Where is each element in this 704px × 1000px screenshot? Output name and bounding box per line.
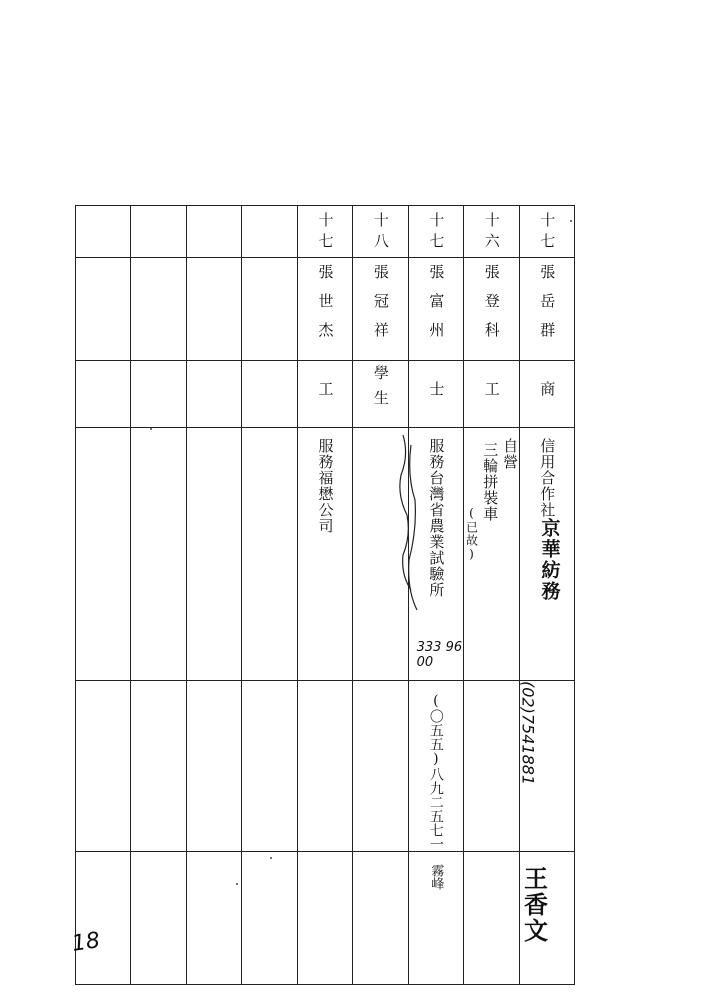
occupation-text: 工	[482, 381, 501, 406]
empty-cell	[186, 852, 241, 985]
empty-cell	[76, 428, 131, 681]
empty-cell	[242, 361, 297, 428]
workplace-pair	[464, 428, 518, 562]
empty-cell	[242, 258, 297, 361]
occupation-cell-3	[408, 361, 463, 428]
workplace-text: 服務台灣省農業試驗所	[427, 438, 446, 598]
note-cell-2	[464, 852, 519, 985]
phone-cell-3	[408, 681, 463, 852]
empty-cell	[76, 258, 131, 361]
workplace-cell-5	[297, 428, 352, 681]
empty-cell	[186, 258, 241, 361]
phone-cell-4	[353, 681, 408, 852]
empty-cell	[242, 681, 297, 852]
note-text: 霧峰	[428, 864, 444, 890]
age-cell-5	[297, 206, 352, 258]
name-text: 張岳群	[538, 264, 557, 351]
handwritten-signature: 王香文	[519, 866, 548, 944]
scan-speck	[570, 220, 572, 222]
note-cell-5	[297, 852, 352, 985]
name-cell-3	[408, 258, 463, 361]
empty-cell	[131, 428, 186, 681]
name-cell-5	[297, 258, 352, 361]
roster-table	[75, 205, 575, 985]
workplace-cell-2	[464, 428, 519, 681]
name-text: 張冠祥	[371, 264, 390, 351]
phone-text: (〇五五)八九二五七一	[427, 693, 444, 851]
note-cell-4	[353, 852, 408, 985]
empty-cell	[242, 852, 297, 985]
name-cell-4	[353, 258, 408, 361]
age-text: 十七	[427, 212, 446, 254]
workplace-text-b: 三輪拼裝車	[481, 442, 500, 522]
name-text: 張世杰	[316, 264, 335, 351]
empty-cell	[242, 206, 297, 258]
occupation-text: 學生	[371, 365, 390, 415]
workplace-suffix: (已故)	[464, 506, 479, 562]
phone-cell-2	[464, 681, 519, 852]
occupation-text: 商	[538, 381, 557, 406]
note-cell-1	[519, 852, 575, 985]
empty-cell	[131, 206, 186, 258]
handwritten-note: 333 96 00	[416, 640, 463, 670]
occupation-cell-1	[519, 361, 575, 428]
workplace-text-a: 自營	[501, 438, 520, 470]
phone-cell-5	[297, 681, 352, 852]
age-cell-3	[408, 206, 463, 258]
empty-cell	[76, 852, 131, 985]
age-cell-2	[464, 206, 519, 258]
scan-speck	[150, 428, 152, 430]
empty-cell	[242, 428, 297, 681]
empty-cell	[76, 206, 131, 258]
empty-cell	[131, 361, 186, 428]
note-cell-3	[408, 852, 463, 985]
scan-speck	[236, 883, 238, 885]
occupation-cell-2	[464, 361, 519, 428]
empty-cell	[186, 206, 241, 258]
occupation-text: 士	[427, 381, 446, 406]
empty-cell	[186, 428, 241, 681]
age-cell-1	[519, 206, 575, 258]
empty-cell	[131, 681, 186, 852]
age-text: 十七	[316, 212, 335, 254]
age-cell-4	[353, 206, 408, 258]
handwritten-note: 京華紡務	[538, 518, 561, 602]
handwritten-phone: (02)7541881	[518, 681, 538, 786]
phone-cell-1	[519, 681, 575, 852]
empty-cell	[131, 852, 186, 985]
age-text: 十八	[371, 212, 390, 254]
workplace-text: 信用合作社	[538, 438, 557, 518]
age-text: 十六	[482, 212, 501, 254]
page-number: 18	[70, 928, 102, 957]
name-text: 張富州	[427, 264, 446, 351]
empty-cell	[186, 361, 241, 428]
name-cell-1	[519, 258, 575, 361]
occupation-cell-5	[297, 361, 352, 428]
name-text: 張登科	[482, 264, 501, 351]
empty-cell	[131, 258, 186, 361]
empty-cell	[76, 681, 131, 852]
occupation-text: 工	[316, 381, 335, 406]
age-text: 十七	[538, 212, 557, 254]
workplace-cell-1	[519, 428, 575, 681]
workplace-text: 服務福懋公司	[316, 438, 335, 534]
name-cell-2	[464, 258, 519, 361]
occupation-cell-4	[353, 361, 408, 428]
scan-speck	[270, 857, 272, 859]
empty-cell	[186, 681, 241, 852]
empty-cell	[76, 361, 131, 428]
workplace-cell-3	[408, 428, 463, 681]
